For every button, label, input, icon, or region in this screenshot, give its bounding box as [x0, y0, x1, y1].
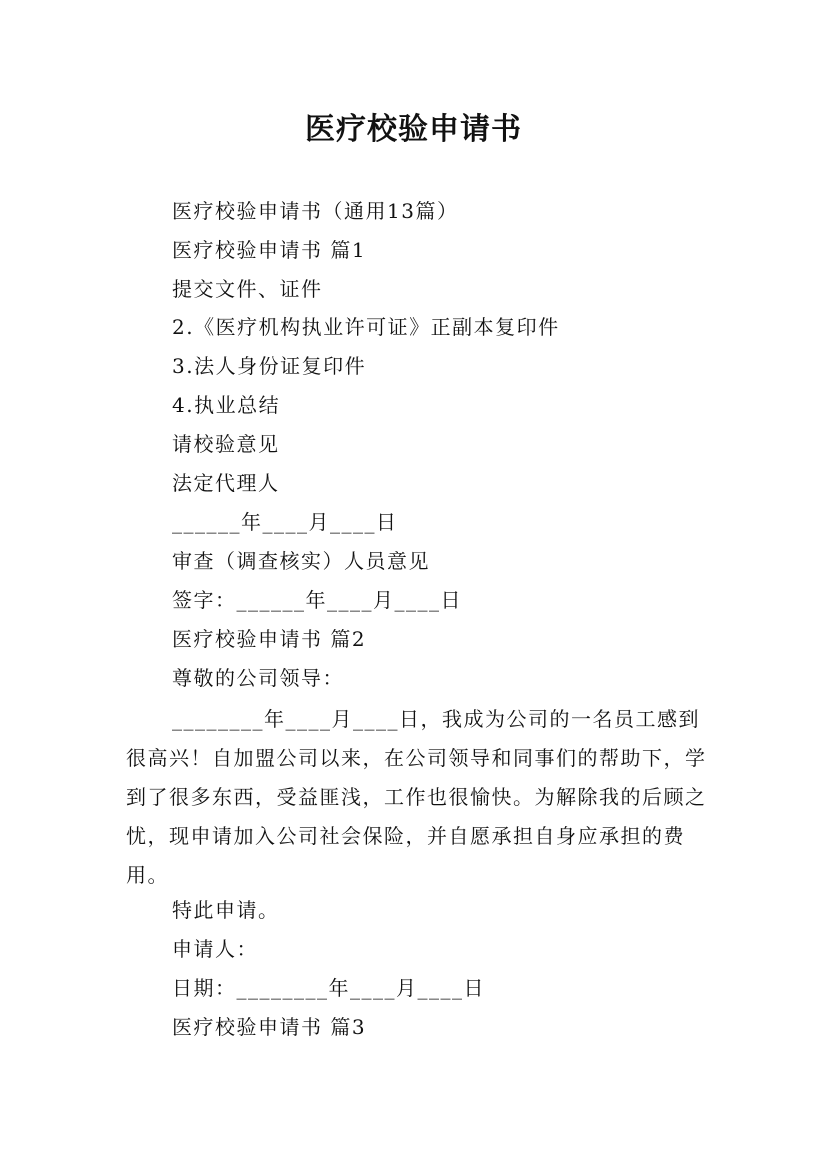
body-paragraph: ________年____月____日，我成为公司的一名员工感到很高兴！自加盟公司以来，在公司领导和同事们的帮助下，学到了很多东西，受益匪浅，工作也很愉快。为解除我的后顾之忧，现申请加入公司社会保险，并自愿承担自身应承担的费用。 [126, 707, 707, 887]
closing-line: 特此申请。 [172, 898, 280, 922]
text-line: 法定代理人 [172, 471, 280, 495]
applicant-line: 申请人： [172, 937, 258, 961]
section-heading-2: 医疗校验申请书 篇2 [172, 627, 367, 651]
text-line: 3.法人身份证复印件 [172, 354, 367, 378]
date-line: 日期：________年____月____日 [172, 976, 485, 1000]
text-line: 请校验意见 [172, 432, 280, 456]
text-line: 4.执业总结 [172, 393, 281, 417]
signature-line: 签字：______年____月____日 [172, 588, 462, 612]
text-line: 2.《医疗机构执业许可证》正副本复印件 [172, 315, 560, 339]
section-heading-1: 医疗校验申请书 篇1 [172, 238, 367, 262]
date-blank-line: ______年____月____日 [172, 510, 398, 534]
document-title: 医疗校验申请书 [305, 112, 522, 147]
salutation-line: 尊敬的公司领导： [172, 666, 344, 690]
text-line: 提交文件、证件 [172, 277, 323, 301]
text-line: 审查（调查核实）人员意见 [172, 549, 430, 573]
section-heading-3: 医疗校验申请书 篇3 [172, 1015, 367, 1039]
subtitle-line: 医疗校验申请书（通用13篇） [172, 199, 459, 223]
